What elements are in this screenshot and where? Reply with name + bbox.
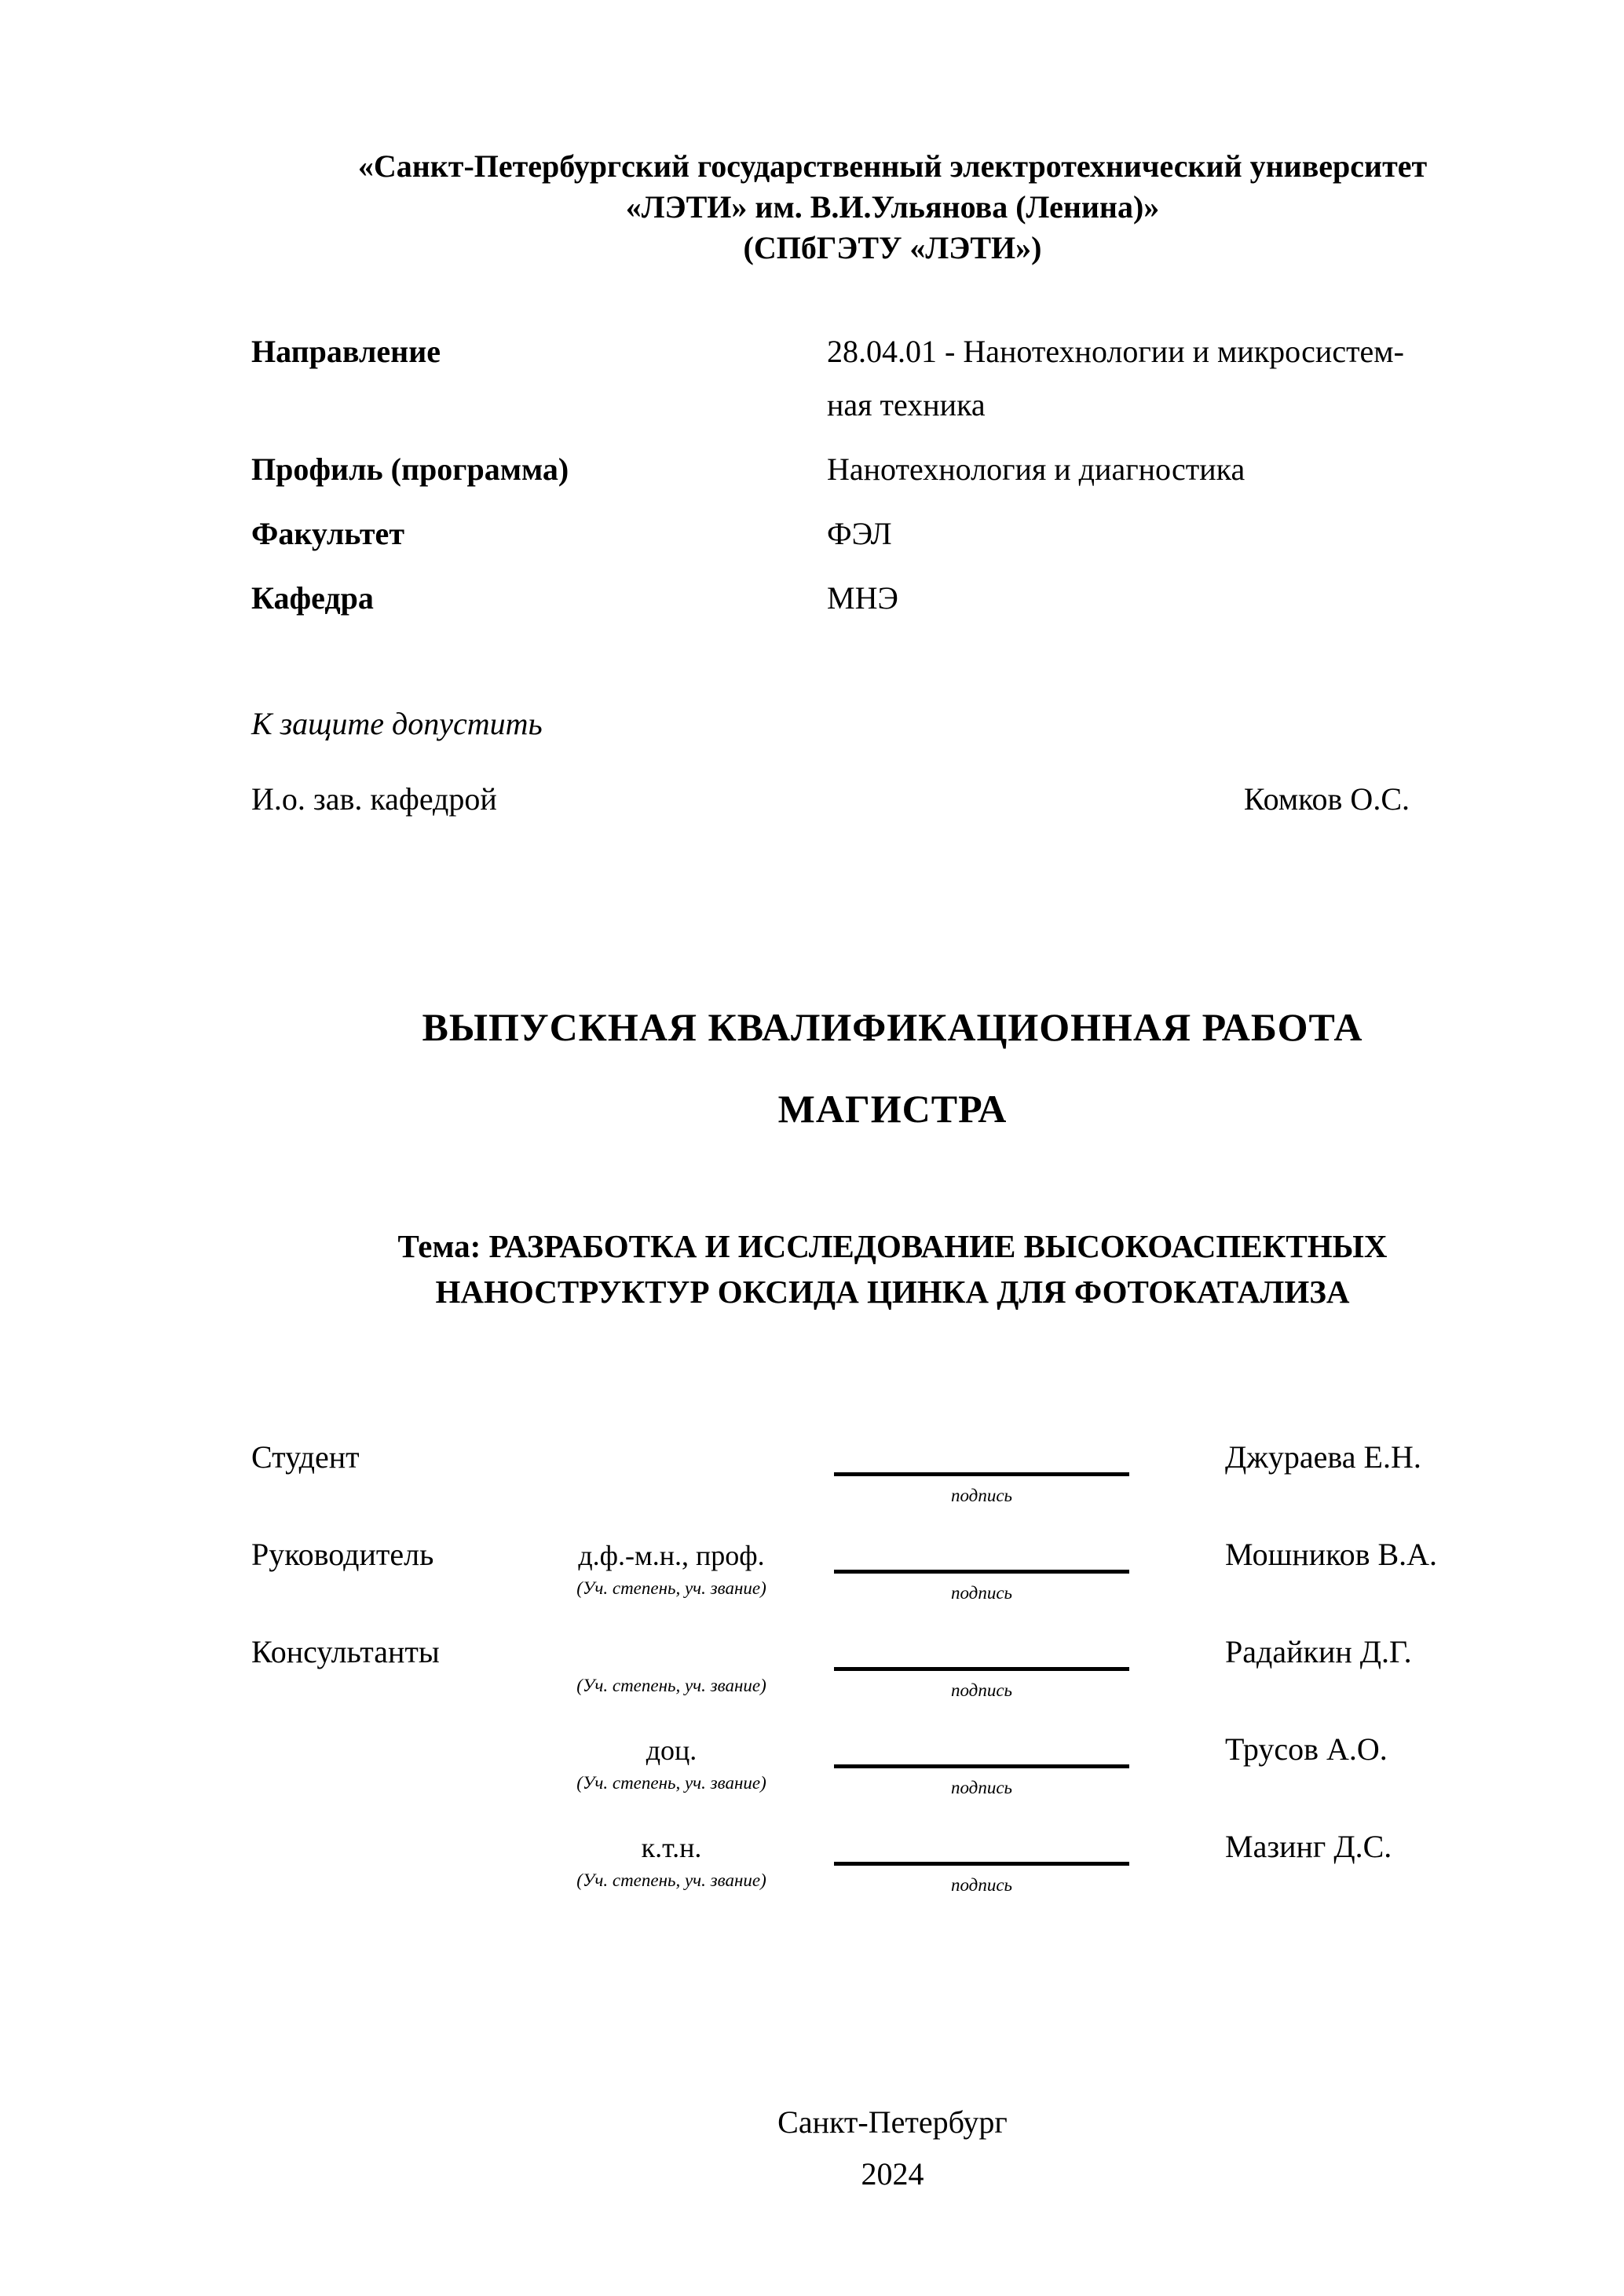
- signature-role: Руководитель: [251, 1537, 434, 1572]
- signature-caption: подпись: [950, 1486, 1012, 1505]
- signature-caption: подпись: [950, 1680, 1012, 1700]
- university-abbreviation: (СПбГЭТУ «ЛЭТИ»): [743, 230, 1042, 265]
- thesis-theme: [251, 1223, 1534, 1314]
- signature-name: Мазинг Д.С.: [1225, 1829, 1392, 1864]
- work-title: [251, 986, 1534, 1150]
- signature-role: Консультанты: [251, 1634, 440, 1669]
- signature-degree: к.т.н.: [641, 1832, 702, 1863]
- signature-line: [834, 1465, 1129, 1476]
- field-value-line: 28.04.01 - Нанотехнологии и микросистем-: [827, 334, 1404, 369]
- degree-caption: (Уч. степень, уч. звание): [576, 1870, 766, 1890]
- signature-row-consultant-2: [251, 1731, 1534, 1828]
- footer-city: Санкт-Петербург: [777, 2104, 1008, 2140]
- signature-row-supervisor: [251, 1536, 1534, 1633]
- degree-caption: (Уч. степень, уч. звание): [576, 1773, 766, 1793]
- field-label-department: Кафедра: [251, 580, 374, 616]
- program-fields: [251, 325, 1534, 625]
- signature-line: [834, 1660, 1129, 1671]
- thesis-theme-line2: НАНОСТРУКТУР ОКСИДА ЦИНКА ДЛЯ ФОТОКАТАЛИЗА: [435, 1274, 1350, 1310]
- signature-degree: доц.: [646, 1735, 697, 1766]
- field-value-profile: Нанотехнология и диагностика: [827, 452, 1245, 487]
- university-name-line1: «Санкт-Петербургский государственный электротехнический университет: [357, 148, 1428, 184]
- field-row-department: [251, 572, 1534, 625]
- footer: [251, 2097, 1534, 2200]
- thesis-theme-line1: Тема: РАЗРАБОТКА И ИССЛЕДОВАНИЕ ВЫСОКОАСПЕКТНЫХ: [397, 1228, 1388, 1264]
- field-value-department: МНЭ: [827, 580, 898, 616]
- signature-row-student: [251, 1439, 1534, 1536]
- university-name-line2: «ЛЭТИ» им. В.И.Ульянова (Ленина)»: [625, 189, 1160, 225]
- field-label-faculty: Факультет: [251, 516, 404, 551]
- signature-caption: подпись: [950, 1583, 1012, 1603]
- field-value-direction: [827, 325, 1534, 432]
- page-content: [251, 146, 1534, 2200]
- department-head-name: Комков О.С.: [1243, 781, 1410, 817]
- field-row-direction: [251, 325, 1534, 432]
- signature-role: Студент: [251, 1439, 360, 1475]
- signature-name: Джураева Е.Н.: [1225, 1439, 1421, 1475]
- signature-name: Мошников В.А.: [1225, 1537, 1438, 1572]
- signature-caption: подпись: [950, 1778, 1012, 1797]
- field-label-profile: Профиль (программа): [251, 452, 569, 487]
- signature-caption: подпись: [950, 1875, 1012, 1895]
- field-label-direction: Направление: [251, 334, 441, 369]
- signature-line: [834, 1563, 1129, 1574]
- degree-caption: (Уч. степень, уч. звание): [576, 1578, 766, 1598]
- signature-row-consultant-1: [251, 1633, 1534, 1731]
- department-head-role: И.о. зав. кафедрой: [251, 781, 497, 817]
- footer-year: 2024: [861, 2156, 924, 2192]
- field-row-faculty: [251, 507, 1534, 561]
- signature-degree: д.ф.-м.н., проф.: [578, 1540, 765, 1571]
- department-head-row: [251, 773, 1534, 826]
- field-row-profile: [251, 443, 1534, 496]
- university-header: [251, 146, 1534, 269]
- signature-block: [251, 1439, 1534, 1925]
- field-value-line: ная техника: [827, 387, 986, 422]
- signature-name: Радайкин Д.Г.: [1225, 1634, 1412, 1669]
- degree-caption: (Уч. степень, уч. звание): [576, 1676, 766, 1695]
- signature-line: [834, 1757, 1129, 1768]
- signature-name: Трусов А.О.: [1225, 1731, 1388, 1767]
- field-value-faculty: ФЭЛ: [827, 516, 892, 551]
- signature-line: [834, 1855, 1129, 1866]
- work-title-line2: МАГИСТРА: [777, 1087, 1008, 1131]
- admission-note: К защите допустить: [251, 706, 543, 741]
- work-title-line1: ВЫПУСКНАЯ КВАЛИФИКАЦИОННАЯ РАБОТА: [422, 1005, 1363, 1049]
- signature-row-consultant-3: [251, 1828, 1534, 1925]
